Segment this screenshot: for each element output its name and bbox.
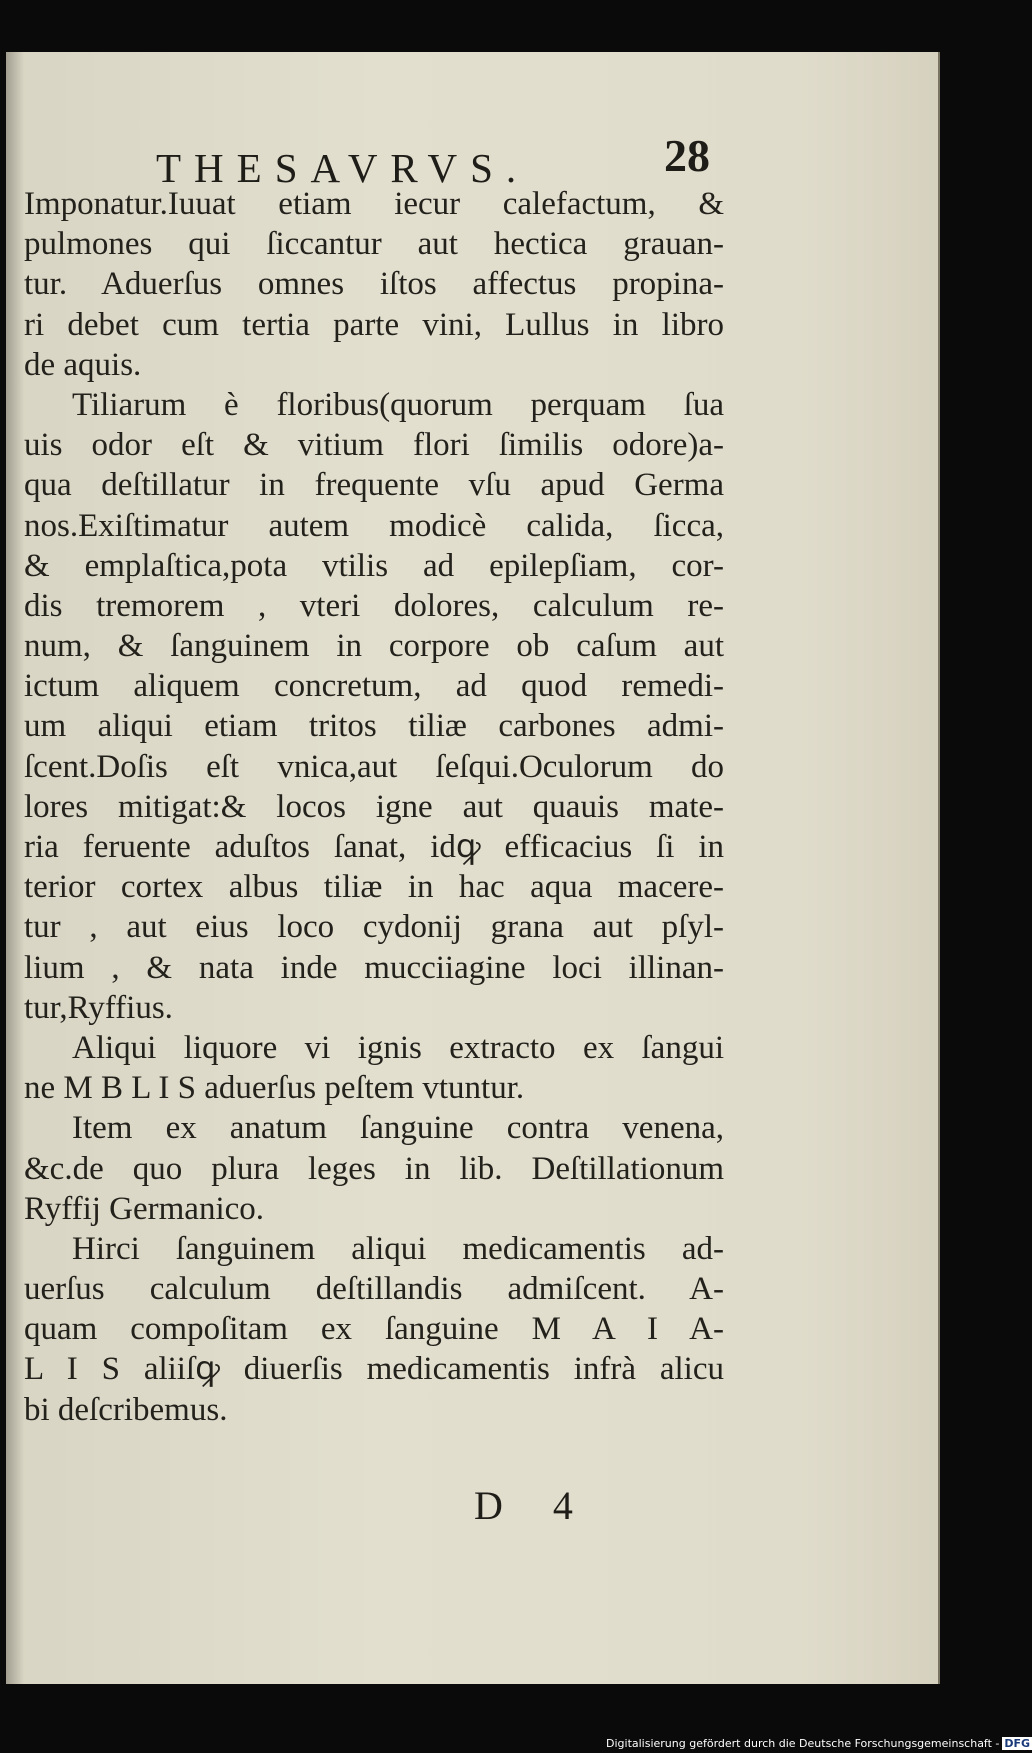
text-line: ne M B L I S aduerſus peſtem vtuntur. bbox=[24, 1070, 525, 1107]
digitization-credit bbox=[606, 1737, 1032, 1750]
text-line: ria feruente aduſtos ſanat, idꝙ efficacius ſi in bbox=[24, 829, 724, 865]
running-head: THESAVRVS. bbox=[156, 145, 530, 191]
dfg-logo: DFG bbox=[1004, 1737, 1031, 1750]
text-line: uerſus calculum deſtillandis admiſcent. A- bbox=[24, 1271, 724, 1308]
text-line: de aquis. bbox=[24, 346, 142, 383]
text-line: Item ex anatum ſanguine contra venena, bbox=[72, 1110, 724, 1147]
credit-text: Digitalisierung gefördert durch die Deutsche Forschungsgemeinschaft - bbox=[606, 1737, 1000, 1750]
text-line: ictum aliquem concretum, ad quod remedi- bbox=[24, 668, 724, 705]
text-line: tur , aut eius loco cydonij grana aut pſyl- bbox=[24, 909, 724, 946]
text-line: ſcent.Doſis eſt vnica,aut ſeſqui.Oculorum do bbox=[24, 748, 724, 785]
text-line: Tiliarum è floribus(quorum perquam ſua bbox=[72, 386, 724, 423]
text-line: terior cortex albus tiliæ in hac aqua macere- bbox=[24, 869, 724, 906]
text-line: nos.Exiſtimatur autem modicè calida, ſicca, bbox=[24, 507, 724, 544]
page-gutter-shadow bbox=[6, 52, 24, 1684]
text-line: tur. Aduerſus omnes iſtos affectus propina- bbox=[24, 266, 724, 303]
text-line: pulmones qui ſiccantur aut hectica grauan- bbox=[24, 226, 724, 263]
text-line: quam compoſitam ex ſanguine M A I A- bbox=[24, 1311, 724, 1348]
text-line: Ryffij Germanico. bbox=[24, 1190, 265, 1227]
page-number: 28 bbox=[664, 130, 710, 181]
text-line: uis odor eſt & vitium flori ſimilis odore)a- bbox=[24, 427, 724, 464]
text-line: & emplaſtica,pota vtilis ad epilepſiam, cor- bbox=[24, 547, 724, 584]
text-line: &c.de quo plura leges in lib. Deſtillationum bbox=[24, 1150, 724, 1187]
text-line: Aliqui liquore vi ignis extracto ex ſangui bbox=[72, 1029, 724, 1066]
text-line: lores mitigat:& locos igne aut quauis mate- bbox=[24, 788, 724, 825]
text-line: Hirci ſanguinem aliqui medicamentis ad- bbox=[72, 1230, 724, 1267]
text-line: qua deſtillatur in frequente vſu apud Germa bbox=[24, 467, 724, 504]
signature-mark: D 4 bbox=[474, 1483, 593, 1528]
body-text bbox=[24, 184, 724, 1430]
text-line: L I S aliiſꝙ diuerſis medicamentis infrà alicu bbox=[24, 1351, 724, 1388]
text-line: um aliqui etiam tritos tiliæ carbones admi- bbox=[24, 708, 724, 745]
text-line: num, & ſanguinem in corpore ob caſum aut bbox=[24, 628, 724, 665]
text-line: Imponatur.Iuuat etiam iecur calefactum, & bbox=[24, 186, 724, 222]
text-line: dis tremorem , vteri dolores, calculum re- bbox=[24, 587, 724, 624]
text-line: ri debet cum tertia parte vini, Lullus in libro bbox=[24, 306, 724, 343]
text-line: lium , & nata inde mucciiagine loci illinan- bbox=[24, 949, 724, 986]
text-line: tur,Ryffius. bbox=[24, 989, 173, 1026]
book-page bbox=[6, 52, 940, 1684]
text-line: bi deſcribemus. bbox=[24, 1391, 228, 1428]
